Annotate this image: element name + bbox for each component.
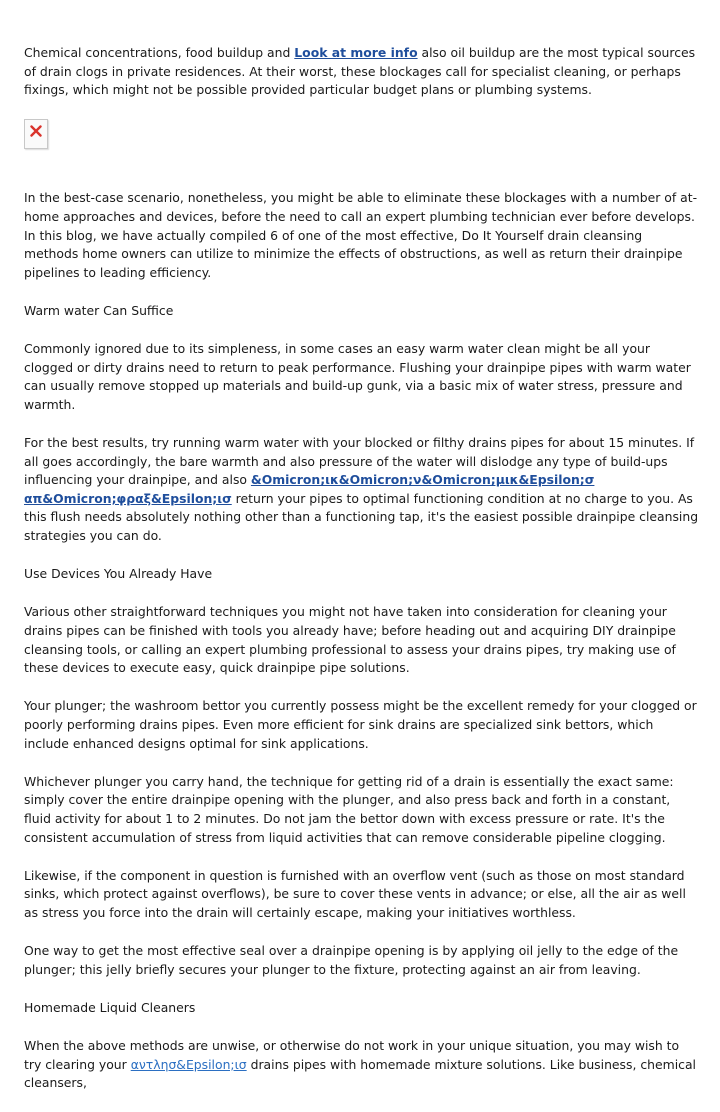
look-at-more-info-link[interactable]: Look at more info [294, 45, 418, 60]
paragraph-intro-text-before: Chemical concentrations, food buildup and [24, 45, 295, 60]
paragraph-homemade-mixtures [24, 1037, 700, 1093]
paragraph-overflow-vent: Likewise, if the component in question is furnished with an overflow vent (such as those on most standard sinks, which protect against overflows), be sure to cover these vents in advance; or else, all the air as well as stress you force into the drain will certainly escape, making your initiatives worthless. [24, 867, 686, 920]
section-heading-homemade-cleaners: Homemade Liquid Cleaners [24, 999, 196, 1015]
greek-pumping-link[interactable]: αντλησ&Epsilon;ισ [130, 1056, 247, 1072]
paragraph-best-results [24, 434, 700, 546]
paragraph-homemade-text-before: When the above methods are unwise, or otherwise do not work in your unique situation, you may wish to try clearing your [24, 1038, 680, 1072]
broken-image-icon [24, 119, 48, 149]
paragraph-best-results-text-after: return your pipes to optimal functioning condition at no charge to you. As this flush needs absolutely nothing other than a functioning tap, it's the easiest possible drainpipe cleansing strategies you can do. [24, 490, 699, 544]
paragraph-warm-water-clean: Commonly ignored due to its simpleness, in some cases an easy warm water clean might be all your clogged or dirty drains need to return to peak performance. Flushing your drainpipe pipes with warm water can usually remove stopped up materials and build-up gunk, via a basic mix of water stress, pressure and warmth. [24, 341, 691, 412]
paragraph-intro [24, 44, 700, 100]
paragraph-homemade-text-after: drains pipes with homemade mixture solutions. Like business, chemical cleansers, [24, 1056, 696, 1091]
greek-services-link[interactable]: &Omicron;ικ&Omicron;ν&Omicron;μικ&Epsilon;σ απ&Omicron;φραξ&Epsilon;ισ [24, 472, 595, 506]
paragraph-best-results-text-before: For the best results, try running warm water with your blocked or filthy drains pipes for about 15 minutes. If all goes accordingly, the bare warmth and also pressure of the water will dislodge any type of build-ups influencing your drainpipe, and also [24, 435, 695, 488]
red-x-icon [30, 125, 42, 137]
paragraph-other-techniques: Various other straightforward techniques you might not have taken into consideration for cleaning your drains pipes can be finished with tools you already have; before heading out and acquiring DIY drainpipe cleansing tools, or calling an expert plumbing professional to assess your drains pipes, try making use of these devices to execute easy, quick drainpipe pipe solutions. [24, 604, 676, 676]
section-heading-warm-water: Warm water Can Suffice [24, 302, 174, 318]
article-body [24, 44, 700, 1112]
paragraph-oil-jelly: One way to get the most effective seal over a drainpipe opening is by applying oil jelly to the edge of the plunger; this jelly briefly secures your plunger to the fixture, protecting against an air from leaving. [24, 943, 679, 977]
paragraph-plunger-technique: Whichever plunger you carry hand, the technique for getting rid of a drain is essentially the exact same: simply cover the entire drainpipe opening with the plunger, and also press back and forth in a constant, fluid activity for about 1 to 2 minutes. Do not jam the bettor down with excess pressure or rate. It's the consistent accumulation of stress from liquid activities that can remove considerable pipeline clogging. [24, 773, 674, 845]
paragraph-plunger: Your plunger; the washroom bettor you currently possess might be the excellent remedy for your clogged or poorly performing drains pipes. Even more efficient for sink drains are specialized sink bettors, which include enhanced designs optimal for sink applications. [24, 698, 697, 751]
paragraph-best-case: In the best-case scenario, nonetheless, you might be able to eliminate these blockages with a number of at-home approaches and devices, before the need to call an expert plumbing technician ever before develops. In this blog, we have actually compiled 6 of one of the most effective, Do It Yourself drain cleansing methods home owners can utilize to minimize the effects of obstructions, as well as return their drainpipe pipelines to leading efficiency. [24, 190, 698, 280]
paragraph-intro-text-after: also oil buildup are the most typical sources of drain clogs in private residences. At their worst, these blockages call for specialist cleaning, or perhaps fixings, which might not be possible provided particular budget plans or plumbing systems. [24, 45, 696, 98]
section-heading-use-devices: Use Devices You Already Have [24, 566, 213, 582]
